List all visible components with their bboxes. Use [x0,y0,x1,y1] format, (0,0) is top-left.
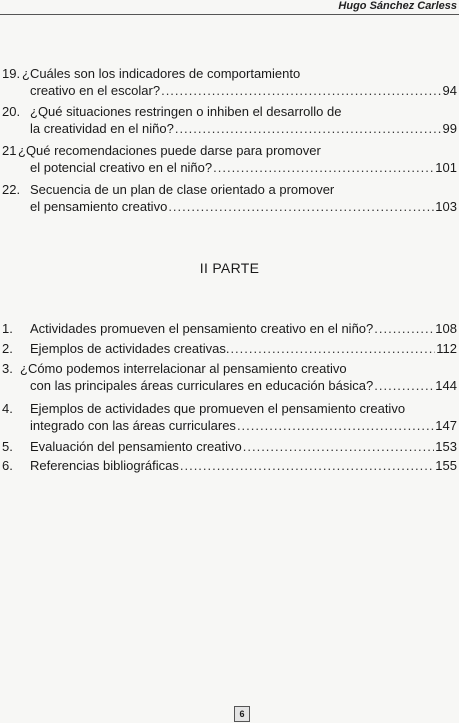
leader-dots [374,320,434,337]
entry-page: 108 [435,321,457,336]
entry-page: 147 [435,418,457,433]
running-header-author: Hugo Sánchez Carless [338,0,457,12]
toc-entry-p2-2 [2,340,457,357]
entry-page: 112 [436,341,457,356]
entry-title-line1: ¿Qué situaciones restringen o inhiben el desarrollo de [30,104,342,119]
toc-entry-20 [2,103,457,137]
page-number: 6 [234,706,250,722]
entry-number: 20. [2,104,21,119]
leader-dots [230,340,435,357]
entry-title-line2: integrado con las áreas curriculares [30,418,236,433]
entry-title-line1: Ejemplos de actividades que promueven el pensamiento creativo [30,401,406,416]
entry-page: 101 [435,160,457,175]
entry-title-line2: Referencias bibliográficas [30,458,179,473]
toc-entry-21 [2,142,457,176]
entry-page: 99 [442,121,457,136]
entry-number: 6. [2,458,13,473]
toc-entry-p2-6 [2,457,457,474]
entry-title-line1: ¿Cómo podemos interrelacionar al pensamiento creativo [20,361,347,376]
entry-title-line2: el pensamiento creativo [30,199,168,214]
leader-dots [180,457,434,474]
entry-title-line1: ¿Qué recomendaciones puede darse para promover [18,143,321,158]
entry-number: 4. [2,401,13,416]
entry-title-line2: la creatividad en el niño? [30,121,174,136]
leader-dots [175,120,442,137]
toc-entry-p2-4 [2,400,457,434]
entry-title-line2: Actividades promueven el pensamiento creativo en el niño? [30,321,374,336]
toc-entry-p2-5 [2,438,457,455]
entry-title-line1: ¿Cuáles son los indicadores de comportamiento [22,66,301,81]
entry-page: 103 [435,199,457,214]
leader-dots [237,417,434,434]
entry-number: 19. [2,66,21,81]
toc-entry-19 [2,65,457,99]
entry-number: 1. [2,321,13,336]
leader-dots [374,377,434,394]
toc-entry-p2-3 [2,360,457,394]
entry-number: 5. [2,439,13,454]
leader-dots [161,82,441,99]
leader-dots [168,198,434,215]
section-title: II PARTE [199,260,260,276]
entry-number: 3. [2,361,13,376]
entry-number: 22. [2,182,21,197]
entry-title-line2: Ejemplos de actividades creativas. [30,341,230,356]
toc-entry-22 [2,181,457,215]
entry-title-line2: creativo en el escolar? [30,83,161,98]
entry-title-line1: Secuencia de un plan de clase orientado a promover [30,182,335,197]
header-rule [0,14,459,15]
entry-page: 94 [442,83,457,98]
entry-number: 2. [2,341,13,356]
entry-title-line2: con las principales áreas curriculares en educación básica? [30,378,374,393]
entry-page: 153 [435,439,457,454]
entry-title-line2: el potencial creativo en el niño? [30,160,213,175]
entry-page: 144 [435,378,457,393]
entry-title-line2: Evaluación del pensamiento creativo [30,439,242,454]
toc-entry-p2-1 [2,320,457,337]
entry-number: 21 [2,143,17,158]
leader-dots [213,159,434,176]
entry-page: 155 [435,458,457,473]
leader-dots [243,438,435,455]
